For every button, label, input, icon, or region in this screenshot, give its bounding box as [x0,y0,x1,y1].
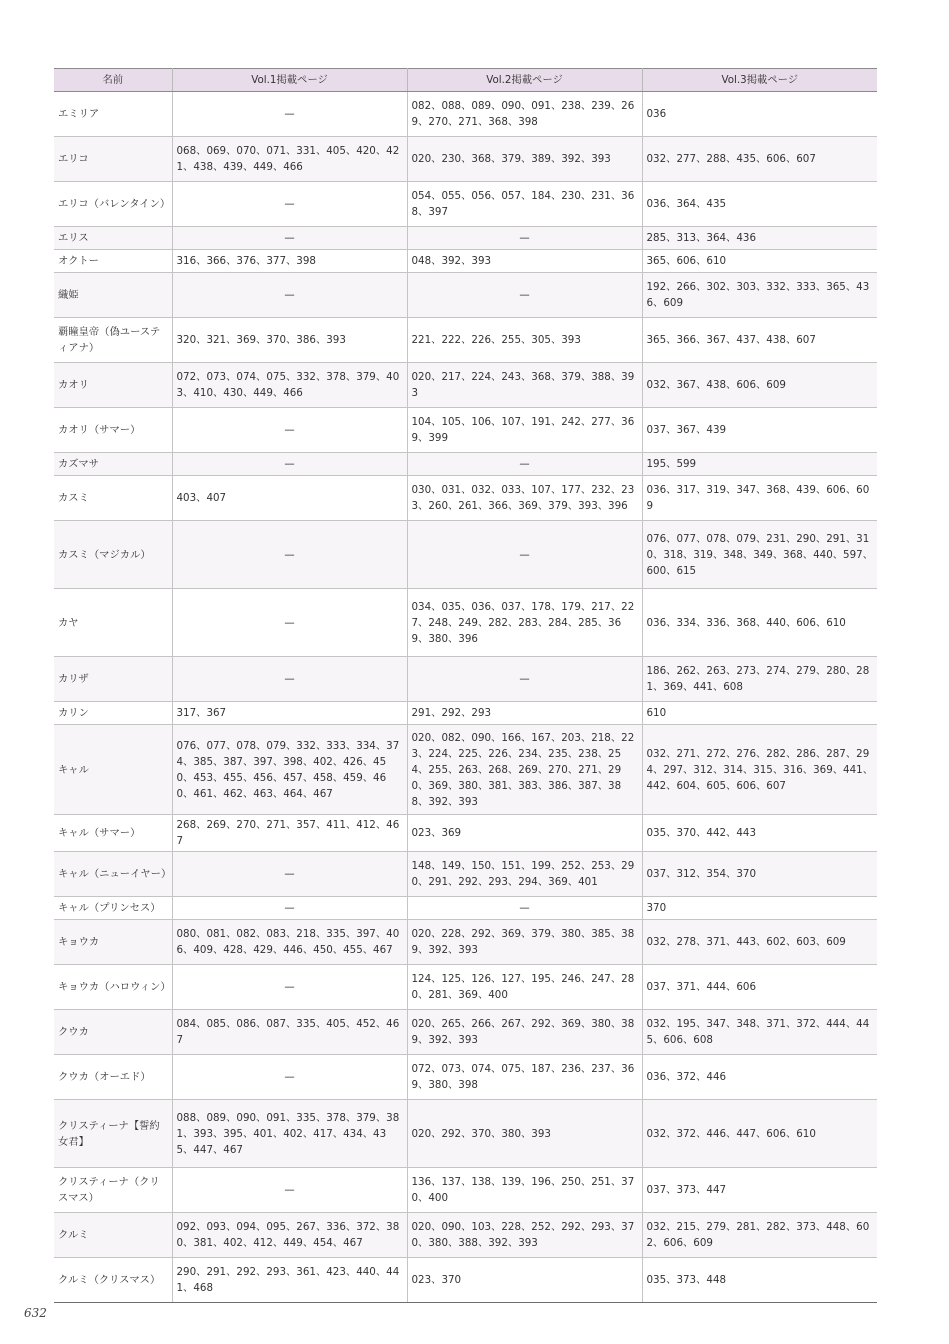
v3-pages-cell: 036 [642,92,877,137]
v3-pages-cell: 035、373、448 [642,1258,877,1303]
character-name-cell: 織姫 [54,273,172,318]
v3-pages-cell: 032、215、279、281、282、373、448、602、606、609 [642,1213,877,1258]
header-vol2: Vol.2掲載ページ [407,69,642,92]
table-row [54,702,877,725]
v2-pages-cell: 072、073、074、075、187、236、237、369、380、398 [407,1055,642,1100]
v2-pages-cell: 136、137、138、139、196、250、251、370、400 [407,1168,642,1213]
character-name-cell: キョウカ [54,920,172,965]
character-name-cell: カリザ [54,657,172,702]
character-name-cell: キャル [54,725,172,815]
v2-pages-cell: 020、230、368、379、389、392、393 [407,137,642,182]
table-row [54,1258,877,1303]
table-row [54,965,877,1010]
table-row [54,815,877,852]
v1-pages-cell: 088、089、090、091、335、378、379、381、393、395、401、402、417、434、435、447、467 [172,1100,407,1168]
character-name-cell: クウカ [54,1010,172,1055]
table-row [54,1213,877,1258]
v1-pages-cell: 290、291、292、293、361、423、440、441、468 [172,1258,407,1303]
v2-pages-cell: — [407,453,642,476]
v2-pages-cell: 082、088、089、090、091、238、239、269、270、271、368、398 [407,92,642,137]
v3-pages-cell: 037、371、444、606 [642,965,877,1010]
table-row [54,92,877,137]
character-name-cell: エリス [54,227,172,250]
v3-pages-cell: 370 [642,897,877,920]
v2-pages-cell: 020、090、103、228、252、292、293、370、380、388、392、393 [407,1213,642,1258]
v3-pages-cell: 036、372、446 [642,1055,877,1100]
table-row [54,1168,877,1213]
v3-pages-cell: 037、373、447 [642,1168,877,1213]
table-row [54,657,877,702]
v3-pages-cell: 032、367、438、606、609 [642,363,877,408]
v1-pages-cell: 084、085、086、087、335、405、452、467 [172,1010,407,1055]
table-header [54,69,877,92]
table-row [54,1055,877,1100]
v2-pages-cell: — [407,273,642,318]
v2-pages-cell: 048、392、393 [407,250,642,273]
character-name-cell: 覇瞳皇帝（偽ユースティアナ） [54,318,172,363]
v1-pages-cell: — [172,589,407,657]
v2-pages-cell: 023、370 [407,1258,642,1303]
v1-pages-cell: — [172,453,407,476]
table-row [54,408,877,453]
table-row [54,137,877,182]
v2-pages-cell: — [407,897,642,920]
v3-pages-cell: 032、278、371、443、602、603、609 [642,920,877,965]
table-row [54,852,877,897]
character-name-cell: カズマサ [54,453,172,476]
v1-pages-cell: 403、407 [172,476,407,521]
character-name-cell: キャル（プリンセス） [54,897,172,920]
v1-pages-cell: — [172,965,407,1010]
v2-pages-cell: 148、149、150、151、199、252、253、290、291、292、293、294、369、401 [407,852,642,897]
page-number: 632 [24,1306,47,1320]
table-row [54,897,877,920]
v1-pages-cell: — [172,273,407,318]
v2-pages-cell: 034、035、036、037、178、179、217、227、248、249、282、283、284、285、369、380、396 [407,589,642,657]
character-name-cell: カスミ [54,476,172,521]
v1-pages-cell: — [172,227,407,250]
character-page-index-table [54,68,877,1303]
table-row [54,1100,877,1168]
v1-pages-cell: — [172,521,407,589]
v1-pages-cell: — [172,897,407,920]
character-name-cell: クリスティーナ【誓約女君】 [54,1100,172,1168]
table-row [54,476,877,521]
v1-pages-cell: — [172,1168,407,1213]
table-row [54,250,877,273]
v3-pages-cell: 365、606、610 [642,250,877,273]
v1-pages-cell: — [172,657,407,702]
v3-pages-cell: 285、313、364、436 [642,227,877,250]
table-row [54,182,877,227]
v2-pages-cell: 023、369 [407,815,642,852]
v2-pages-cell: — [407,227,642,250]
header-row [54,69,877,92]
character-name-cell: クルミ [54,1213,172,1258]
table-row [54,920,877,965]
v1-pages-cell: — [172,852,407,897]
v1-pages-cell: 072、073、074、075、332、378、379、403、410、430、449、466 [172,363,407,408]
v3-pages-cell: 192、266、302、303、332、333、365、436、609 [642,273,877,318]
character-name-cell: クルミ（クリスマス） [54,1258,172,1303]
character-name-cell: エミリア [54,92,172,137]
v1-pages-cell: 316、366、376、377、398 [172,250,407,273]
character-name-cell: エリコ [54,137,172,182]
v1-pages-cell: — [172,1055,407,1100]
table-row [54,273,877,318]
v2-pages-cell: 030、031、032、033、107、177、232、233、260、261、366、369、379、393、396 [407,476,642,521]
v2-pages-cell: 221、222、226、255、305、393 [407,318,642,363]
v1-pages-cell: 320、321、369、370、386、393 [172,318,407,363]
character-name-cell: クウカ（オーエド） [54,1055,172,1100]
v2-pages-cell: — [407,657,642,702]
table-row [54,453,877,476]
v2-pages-cell: 020、265、266、267、292、369、380、389、392、393 [407,1010,642,1055]
character-name-cell: キャル（サマー） [54,815,172,852]
character-name-cell: カスミ（マジカル） [54,521,172,589]
v3-pages-cell: 037、367、439 [642,408,877,453]
character-name-cell: カオリ [54,363,172,408]
table-row [54,227,877,250]
character-name-cell: エリコ（バレンタイン） [54,182,172,227]
v3-pages-cell: 036、364、435 [642,182,877,227]
v3-pages-cell: 032、372、446、447、606、610 [642,1100,877,1168]
v3-pages-cell: 186、262、263、273、274、279、280、281、369、441、608 [642,657,877,702]
v3-pages-cell: 036、317、319、347、368、439、606、609 [642,476,877,521]
v3-pages-cell: 032、277、288、435、606、607 [642,137,877,182]
v3-pages-cell: 032、271、272、276、282、286、287、294、297、312、314、315、316、369、441、442、604、605、606、607 [642,725,877,815]
character-name-cell: キャル（ニューイヤー） [54,852,172,897]
v2-pages-cell: 020、082、090、166、167、203、218、223、224、225、226、234、235、238、254、255、263、268、269、270、271、290、369、380、381、383、386、387、388、392、393 [407,725,642,815]
character-name-cell: カヤ [54,589,172,657]
header-vol3: Vol.3掲載ページ [642,69,877,92]
v2-pages-cell: 124、125、126、127、195、246、247、280、281、369、400 [407,965,642,1010]
character-name-cell: オクトー [54,250,172,273]
v2-pages-cell: 020、292、370、380、393 [407,1100,642,1168]
header-name: 名前 [54,69,172,92]
v2-pages-cell: — [407,521,642,589]
table-row [54,521,877,589]
v3-pages-cell: 076、077、078、079、231、290、291、310、318、319、348、349、368、440、597、600、615 [642,521,877,589]
v1-pages-cell: 068、069、070、071、331、405、420、421、438、439、449、466 [172,137,407,182]
v1-pages-cell: 317、367 [172,702,407,725]
character-name-cell: キョウカ（ハロウィン） [54,965,172,1010]
header-vol1: Vol.1掲載ページ [172,69,407,92]
v2-pages-cell: 291、292、293 [407,702,642,725]
character-name-cell: カオリ（サマー） [54,408,172,453]
v3-pages-cell: 365、366、367、437、438、607 [642,318,877,363]
v1-pages-cell: — [172,182,407,227]
v3-pages-cell: 035、370、442、443 [642,815,877,852]
v3-pages-cell: 036、334、336、368、440、606、610 [642,589,877,657]
v1-pages-cell: — [172,408,407,453]
v1-pages-cell: — [172,92,407,137]
v1-pages-cell: 076、077、078、079、332、333、334、374、385、387、397、398、402、426、450、453、455、456、457、458、459、460、461、462、463、464、467 [172,725,407,815]
v1-pages-cell: 080、081、082、083、218、335、397、406、409、428、429、446、450、455、467 [172,920,407,965]
v3-pages-cell: 195、599 [642,453,877,476]
v2-pages-cell: 054、055、056、057、184、230、231、368、397 [407,182,642,227]
v1-pages-cell: 268、269、270、271、357、411、412、467 [172,815,407,852]
v2-pages-cell: 104、105、106、107、191、242、277、369、399 [407,408,642,453]
v2-pages-cell: 020、228、292、369、379、380、385、389、392、393 [407,920,642,965]
character-name-cell: クリスティーナ（クリスマス） [54,1168,172,1213]
character-name-cell: カリン [54,702,172,725]
table-row [54,1010,877,1055]
table-row [54,589,877,657]
v3-pages-cell: 037、312、354、370 [642,852,877,897]
table-row [54,725,877,815]
table-row [54,363,877,408]
v2-pages-cell: 020、217、224、243、368、379、388、393 [407,363,642,408]
table-row [54,318,877,363]
v1-pages-cell: 092、093、094、095、267、336、372、380、381、402、412、449、454、467 [172,1213,407,1258]
v3-pages-cell: 610 [642,702,877,725]
table-body [54,92,877,1303]
v3-pages-cell: 032、195、347、348、371、372、444、445、606、608 [642,1010,877,1055]
